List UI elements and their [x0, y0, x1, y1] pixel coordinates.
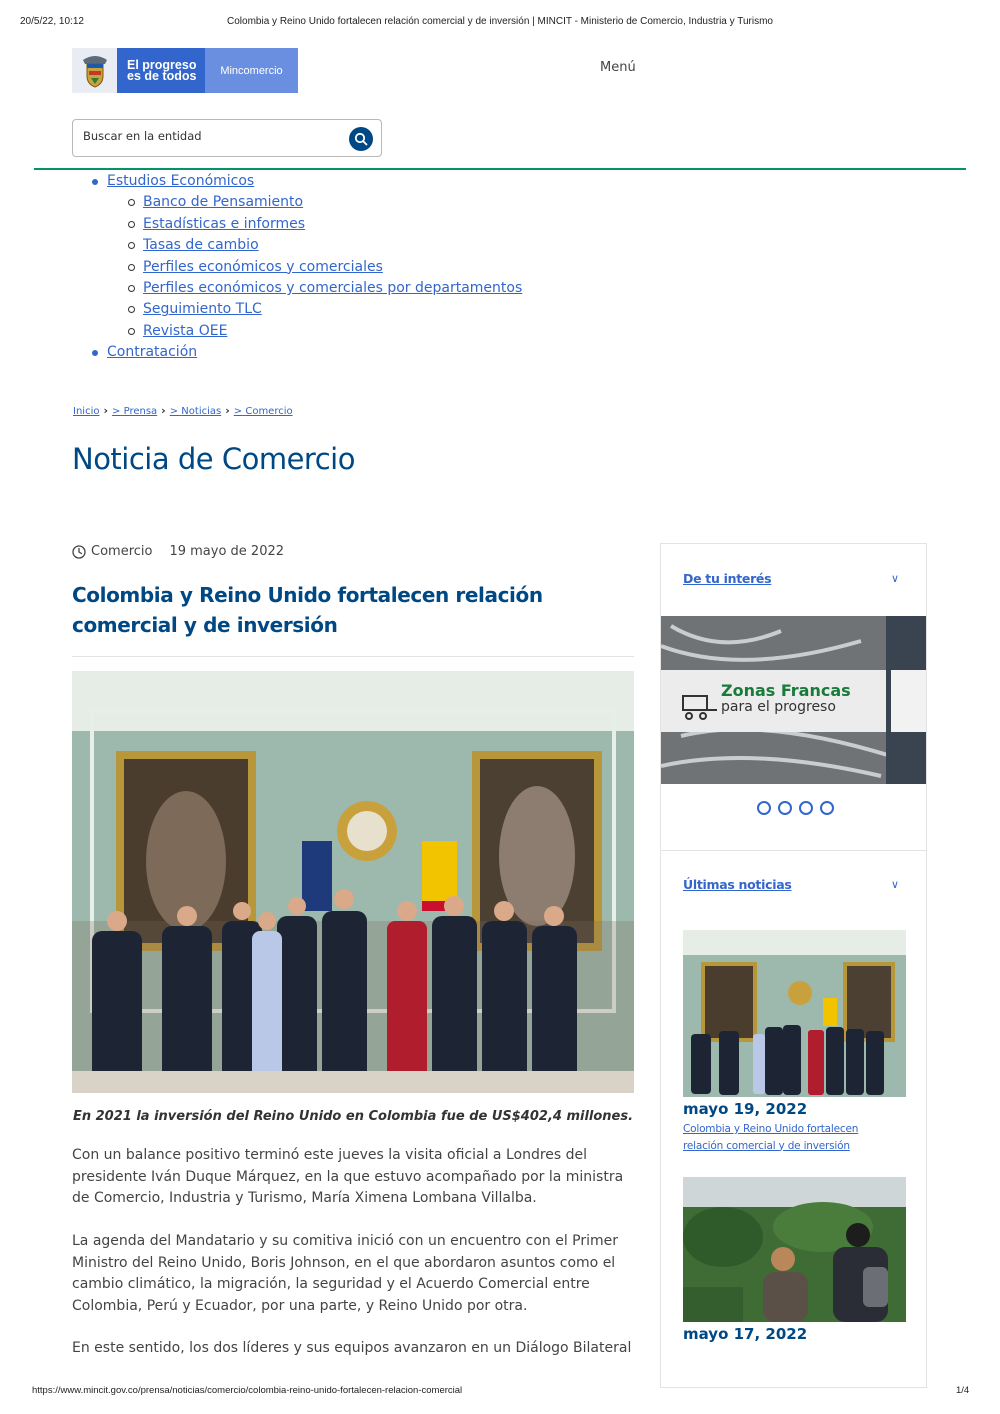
- logo-slogan: [117, 48, 205, 93]
- banner-subtitle: para el progreso: [721, 699, 836, 715]
- nav-subitem: [90, 321, 522, 342]
- nav-subitem: [90, 214, 522, 235]
- nav-link-tasas[interactable]: Tasas de cambio: [143, 237, 259, 254]
- chevron-right-icon: >: [112, 406, 121, 417]
- article-title: Colombia y Reino Unido fortalecen relación comercial y de inversión: [72, 583, 543, 637]
- news-date: mayo 19, 2022: [683, 1100, 808, 1118]
- search-icon: [354, 132, 368, 146]
- breadcrumb-inicio[interactable]: Inicio: [73, 406, 100, 417]
- header-divider: [34, 168, 966, 170]
- nav-link-revista-oee[interactable]: Revista OEE: [143, 322, 228, 339]
- chevron-right-icon: >: [169, 406, 179, 417]
- logo-line-1: El progreso: [127, 58, 197, 72]
- article-photo: [72, 671, 634, 1093]
- news-thumbnail[interactable]: [683, 930, 906, 1097]
- nav-link-estudios[interactable]: Estudios Económicos: [107, 173, 255, 189]
- photo-caption: En 2021 la inversión del Reino Unido en Colombia fue de US$402,4 millones.: [72, 1109, 634, 1124]
- news-date: mayo 17, 2022: [683, 1325, 808, 1343]
- chevron-right-icon: ›: [225, 404, 230, 417]
- breadcrumb-prensa[interactable]: [112, 406, 157, 417]
- zonas-francas-banner[interactable]: [661, 616, 926, 784]
- print-page-number: 1/4: [956, 1385, 970, 1396]
- nav-menu: [90, 171, 522, 364]
- chevron-right-icon: >: [233, 406, 243, 417]
- carousel-dot[interactable]: [799, 801, 813, 815]
- logo-ministry: Mincomercio: [205, 48, 298, 93]
- clock-icon: [72, 545, 86, 559]
- news-link[interactable]: Colombia y Reino Unido fortalecen relación comercial y de inversión: [683, 1123, 859, 1152]
- sidebar: [660, 543, 927, 1388]
- carousel-dot[interactable]: [778, 801, 792, 815]
- logo-line-2: es de todos: [127, 69, 197, 83]
- article-paragraph: Con un balance positivo terminó este jueves la visita oficial a Londres del presidente Iván Duque Márquez, en la que estuvo acompañado por la ministra de Comercio, Industria y Turismo, María Ximena Lombana Villalba.: [72, 1147, 624, 1206]
- breadcrumb-comercio[interactable]: [234, 406, 293, 417]
- nav-subitem: [90, 299, 522, 320]
- article-divider: [72, 656, 634, 657]
- page-title: Noticia de Comercio: [72, 442, 355, 476]
- article-category: Comercio: [91, 544, 153, 559]
- article-paragraph: En este sentido, los dos líderes y sus equipos avanzaron en un Diálogo Bilateral: [72, 1340, 632, 1356]
- carousel-dot[interactable]: [820, 801, 834, 815]
- search-box: [72, 119, 382, 157]
- nav-subitem: [90, 257, 522, 278]
- coat-of-arms-icon: [72, 48, 117, 93]
- nav-link-estadisticas[interactable]: Estadísticas e informes: [143, 215, 306, 232]
- article-date: 19 mayo de 2022: [169, 544, 285, 559]
- site-logo[interactable]: [72, 48, 298, 93]
- breadcrumb-prensa-label: Prensa: [123, 406, 158, 417]
- sidebar-divider: [661, 850, 926, 851]
- article-meta: [72, 544, 284, 559]
- print-timestamp: 20/5/22, 10:12: [20, 16, 84, 27]
- banner-title: Zonas Francas: [721, 681, 851, 700]
- nav-link-contratacion[interactable]: Contratación: [107, 344, 198, 361]
- nav-item-contratacion: [90, 342, 522, 363]
- chevron-down-icon[interactable]: ∨: [891, 878, 900, 891]
- breadcrumb-noticias[interactable]: [170, 406, 222, 417]
- breadcrumb: [73, 404, 293, 417]
- nav-link-seguimiento-tlc[interactable]: Seguimiento TLC: [143, 301, 262, 318]
- nav-link-perfiles-departamentos[interactable]: Perfiles económicos y comerciales por departamentos: [143, 280, 523, 297]
- breadcrumb-comercio-label: Comercio: [245, 406, 293, 417]
- article-paragraph: La agenda del Mandatario y su comitiva inició con un encuentro con el Primer Ministro del Reino Unido, Boris Johnson, en el que abordaron asuntos como el cambio climático, la migración, la seguridad y el Acuerdo Comercial entre Colombia, Perú y Ecuador, por una parte, y Reino Unido por otra.: [72, 1233, 619, 1314]
- nav-item-estudios: [90, 171, 522, 192]
- nav-link-perfiles[interactable]: Perfiles económicos y comerciales: [143, 258, 383, 275]
- interest-heading[interactable]: De tu interés: [683, 571, 772, 586]
- nav-subitem: [90, 278, 522, 299]
- news-heading[interactable]: Últimas noticias: [683, 877, 792, 892]
- carousel-indicators: [757, 801, 834, 815]
- carousel-dot[interactable]: [757, 801, 771, 815]
- nav-subitem: [90, 192, 522, 213]
- menu-button[interactable]: Menú: [600, 60, 636, 75]
- nav-link-banco[interactable]: Banco de Pensamiento: [143, 194, 304, 211]
- chevron-right-icon: ›: [161, 404, 166, 417]
- chevron-right-icon: ›: [103, 404, 109, 417]
- print-document-title: Colombia y Reino Unido fortalecen relación comercial y de inversión | MINCIT - Ministerio de Comercio, Industria y Turismo: [227, 16, 773, 27]
- print-url: https://www.mincit.gov.co/prensa/noticias/comercio/colombia-reino-unido-fortalecen-relacion-comercial: [32, 1385, 463, 1396]
- breadcrumb-noticias-label: Noticias: [181, 406, 222, 417]
- news-thumbnail[interactable]: [683, 1177, 906, 1322]
- chevron-down-icon[interactable]: ∨: [891, 572, 900, 585]
- search-input[interactable]: [83, 129, 343, 143]
- nav-subitem: [90, 235, 522, 256]
- search-button[interactable]: [349, 127, 373, 151]
